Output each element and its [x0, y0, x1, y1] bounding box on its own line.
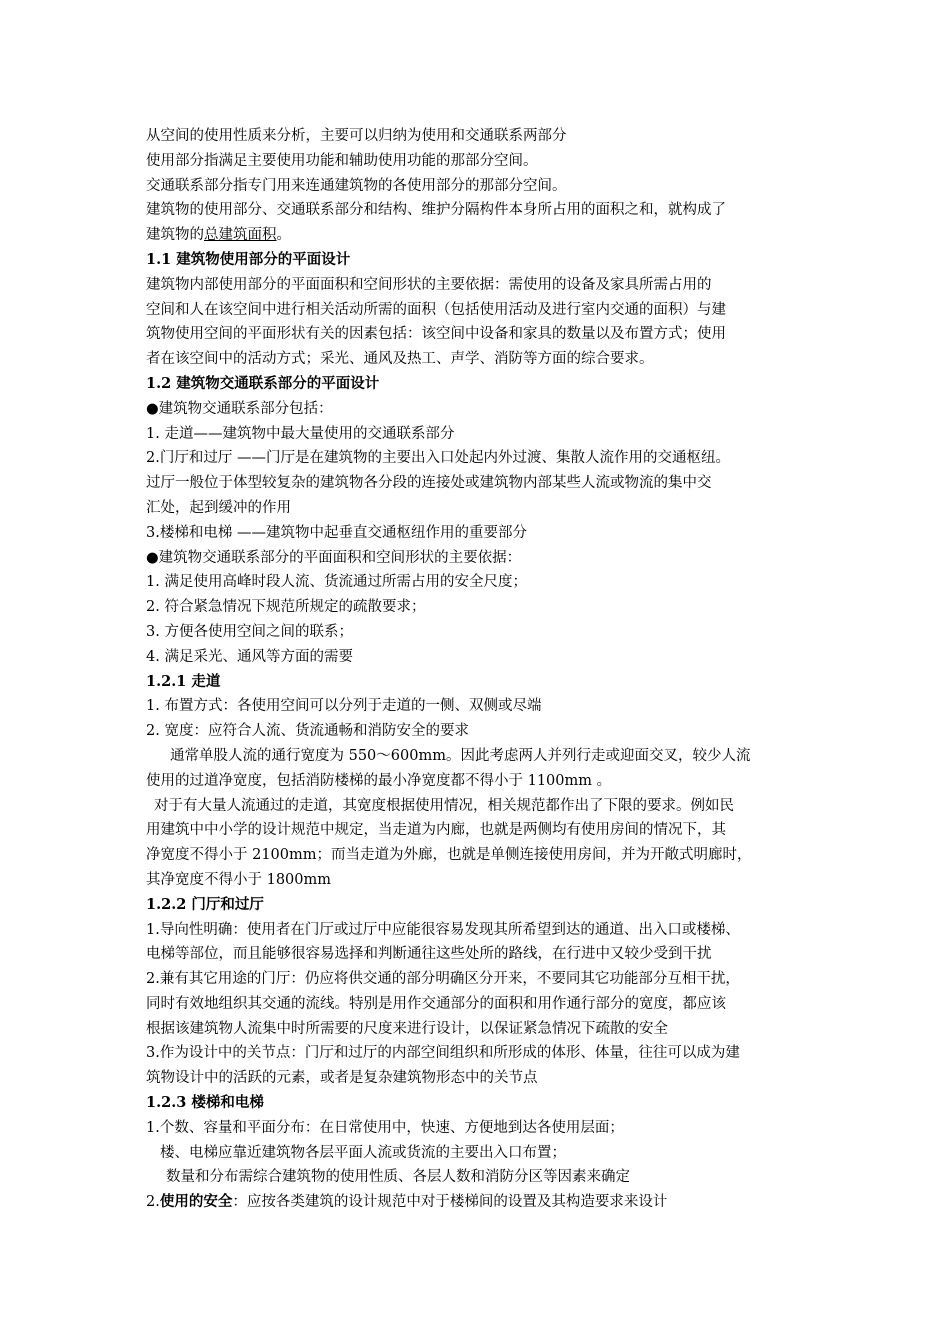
list-item: 1. 走道——建筑物中最大量使用的交通联系部分: [146, 425, 455, 442]
paragraph-line: 用建筑中中小学的设计规范中规定，当走道为内廊，也就是两侧均有使用房间的情况下，其: [146, 822, 726, 839]
section-heading-1-2-1: 1.2.1 走道: [146, 672, 221, 690]
paragraph-line: 空间和人在该空间中进行相关活动所需的面积（包括使用活动及进行室内交通的面积）与建: [146, 301, 726, 318]
text-span: 。: [276, 227, 291, 244]
paragraph-line: 根据该建筑物人流集中时所需要的尺度来进行设计，以保证紧急情况下疏散的安全: [146, 1020, 668, 1037]
paragraph-line: 通常单股人流的通行宽度为 550～600mm。因此考虑两人并列行走或迎面交叉，较少人流: [170, 747, 751, 764]
paragraph-line: 数量和分布需综合建筑物的使用性质、各层人数和消防分区等因素来确定: [166, 1169, 630, 1186]
paragraph-line: [146, 223, 826, 248]
paragraph-line: 过厅一般位于体型较复杂的建筑物各分段的连接处或建筑物内部某些人流或物流的集中交: [146, 475, 712, 492]
paragraph-line: 交通联系部分指专门用来连通建筑物的各使用部分的那部分空间。: [146, 177, 567, 194]
section-heading-1-2-3: 1.2.3 楼梯和电梯: [146, 1094, 264, 1112]
list-item: 3.作为设计中的关节点：门厅和过厅的内部空间组织和所形成的体形、体量，往往可以成为建: [146, 1045, 740, 1062]
paragraph-line: 楼、电梯应靠近建筑物各层平面人流或货流的主要出入口布置；: [160, 1144, 566, 1161]
paragraph-line: 净宽度不得小于 2100mm；而当走道为外廊，也就是单侧连接使用房间，并为开敞式明廊时，: [146, 847, 752, 864]
paragraph-line: 使用的过道净宽度，包括消防楼梯的最小净宽度都不得小于 1100mm 。: [146, 772, 612, 789]
paragraph-line: 筑物使用空间的平面形状有关的因素包括：该空间中设备和家具的数量以及布置方式；使用: [146, 326, 726, 343]
paragraph-line: 建筑物的使用部分、交通联系部分和结构、维护分隔构件本身所占用的面积之和，就构成了: [146, 202, 726, 219]
list-item: 2.门厅和过厅 ——门厅是在建筑物的主要出入口处起内外过渡、集散人流作用的交通枢纽。: [146, 450, 730, 467]
section-heading-1-2: 1.2 建筑物交通联系部分的平面设计: [146, 374, 380, 392]
list-item: 1.导向性明确：使用者在门厅或过厅中应能很容易发现其所希望到达的通道、出入口或楼梯、: [146, 921, 740, 938]
text-span: ：应按各类建筑的设计规范中对于楼梯间的设置及其构造要求来设计: [232, 1194, 668, 1211]
paragraph-line: 者在该空间中的活动方式；采光、通风及热工、声学、消防等方面的综合要求。: [146, 351, 654, 368]
bullet-line: ●建筑物交通联系部分包括：: [146, 400, 333, 417]
text-span: 建筑物的: [146, 227, 204, 244]
list-item: 2. 宽度：应符合人流、货流通畅和消防安全的要求: [146, 723, 469, 740]
list-item: 4. 满足采光、通风等方面的需要: [146, 648, 353, 665]
bullet-line: ●建筑物交通联系部分的平面面积和空间形状的主要依据：: [146, 549, 522, 566]
list-item: 1.个数、容量和平面分布：在日常使用中，快速、方便地到达各使用层面；: [146, 1119, 624, 1136]
paragraph-line: 使用部分指满足主要使用功能和辅助使用功能的那部分空间。: [146, 152, 538, 169]
section-heading-1-1: 1.1 建筑物使用部分的平面设计: [146, 250, 351, 268]
paragraph-line: 同时有效地组织其交通的流线。特别是用作交通部分的面积和用作通行部分的宽度，都应该: [146, 995, 726, 1012]
text-span: 2.: [146, 1194, 160, 1211]
list-item: [146, 1190, 826, 1215]
list-item: 2. 符合紧急情况下规范所规定的疏散要求；: [146, 599, 426, 616]
paragraph-line: 对于有大量人流通过的走道，其宽度根据使用情况，相关规范都作出了下限的要求。例如民: [154, 797, 734, 814]
paragraph-line: 其净宽度不得小于 1800mm: [146, 871, 332, 888]
list-item: 1. 满足使用高峰时段人流、货流通过所需占用的安全尺度；: [146, 574, 527, 591]
list-item: 3.楼梯和电梯 ——建筑物中起垂直交通枢纽作用的重要部分: [146, 524, 527, 541]
section-heading-1-2-2: 1.2.2 门厅和过厅: [146, 895, 264, 913]
list-item: 2.兼有其它用途的门厅：仍应将供交通的部分明确区分开来，不要同其它功能部分互相干扰，: [146, 971, 740, 988]
document-page: [146, 124, 826, 1215]
list-item: 1. 布置方式：各使用空间可以分列于走道的一侧、双侧或尽端: [146, 698, 542, 715]
paragraph-line: 汇处，起到缓冲的作用: [146, 499, 291, 516]
paragraph-line: 从空间的使用性质来分析，主要可以归纳为使用和交通联系两部分: [146, 128, 567, 144]
paragraph-line: 筑物设计中的活跃的元素，或者是复杂建筑物形态中的关节点: [146, 1070, 538, 1087]
underlined-term: 总建筑面积: [204, 227, 277, 244]
list-item: 3. 方便各使用空间之间的联系；: [146, 623, 353, 640]
paragraph-line: 建筑物内部使用部分的平面面积和空间形状的主要依据：需使用的设备及家具所需占用的: [146, 276, 712, 293]
bold-term: 使用的安全: [159, 1193, 233, 1211]
paragraph-line: 电梯等部位，而且能够很容易选择和判断通往这些处所的路线，在行进中又较少受到干扰: [146, 946, 712, 963]
